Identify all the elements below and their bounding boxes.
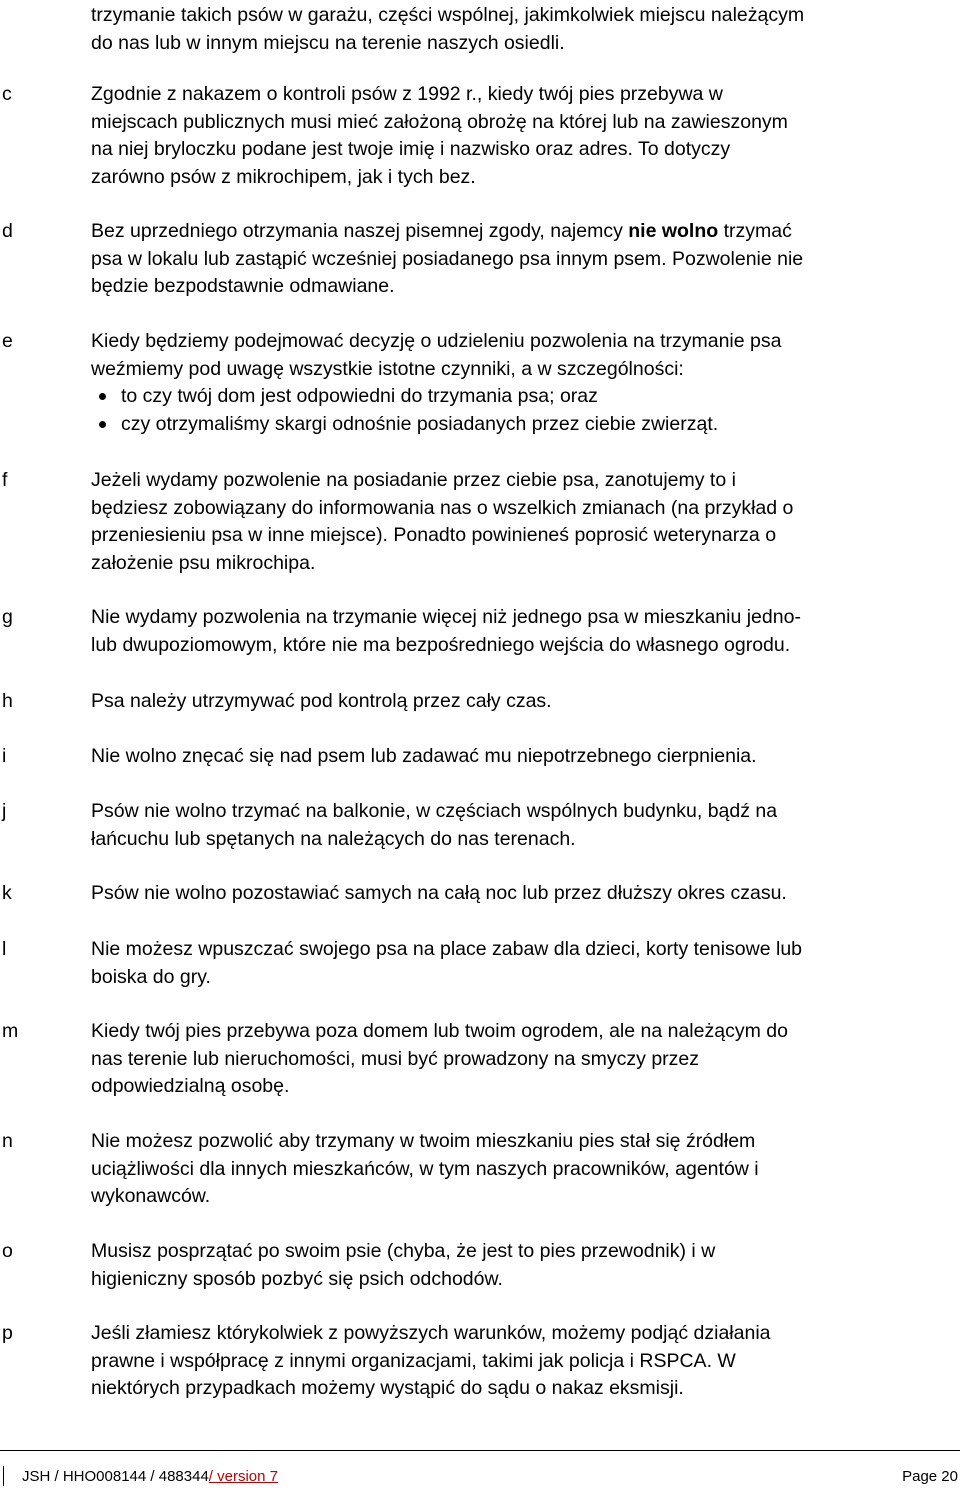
clause-text-container	[91, 467, 957, 577]
clause-text-container	[91, 936, 957, 991]
clause-letter: d	[2, 220, 13, 242]
clause-letter: e	[2, 330, 13, 352]
clause-letter: c	[2, 83, 12, 105]
bullet-icon	[99, 393, 106, 400]
clause-text-before: Bez uprzedniego otrzymania naszej pisemnej zgody, najemcy	[91, 220, 629, 242]
clause-text-emphasis: nie wolno	[628, 220, 719, 242]
clause-text: Nie możesz pozwolić aby trzymany w twoim mieszkaniu pies stał się źródłem uciążliwości dla innych mieszkańców, w tym naszych pracowników, agentów i wykonawców.	[91, 1130, 759, 1207]
clause-letter: g	[2, 606, 13, 628]
clause-text-container	[91, 1238, 957, 1293]
clause-text: Kiedy będziemy podejmować decyzję o udzieleniu pozwolenia na trzymanie psa weźmiemy pod uwagę wszystkie istotne czynniki, a w szczególności:	[91, 330, 782, 380]
bullet-icon	[99, 421, 106, 428]
clause-text-container	[91, 2, 957, 57]
clause-text-container	[91, 218, 957, 301]
clause-letter: f	[2, 469, 8, 491]
list-item	[91, 411, 957, 439]
clause-text: Zgodnie z nakazem o kontroli psów z 1992 r., kiedy twój pies przebywa w miejscach publicznych musi mieć założoną obrożę na której lub na zawieszonym na niej bryloczku podane jest twoje imię i nazwisko oraz adres. To dotyczy zarówno psów z mikrochipem, jak i tych bez.	[91, 83, 788, 188]
clause-continuation-text: trzymanie takich psów w garażu, części wspólnej, jakimkolwiek miejscu należącym do nas lub w innym miejscu na terenie naszych osiedli.	[91, 4, 805, 54]
clause-text: Kiedy twój pies przebywa poza domem lub twoim ogrodem, ale na należącym do nas terenie lub nieruchomości, musi być prowadzony na smyczy przez odpowiedzialną osobę.	[91, 1020, 788, 1097]
clause-letter: h	[2, 690, 13, 712]
clause-text: Jeżeli wydamy pozwolenie na posiadanie przez ciebie psa, zanotujemy to i będziesz zobowiązany do informowania nas o wszelkich zmianach (na przykład o przeniesieniu psa w inne miejsce). Ponadto powinieneś poprosić weterynarza o założenie psu mikrochipa.	[91, 469, 794, 574]
clause-letter: i	[2, 745, 7, 767]
clause-text-container	[91, 688, 957, 716]
clause-text-container	[91, 743, 957, 771]
clause-letter: l	[2, 938, 7, 960]
footer-reference	[22, 1468, 278, 1486]
clause-text-container	[91, 798, 957, 853]
clause-letter: p	[2, 1322, 13, 1344]
clause-text-container	[91, 81, 957, 191]
page-number: Page 20	[902, 1468, 958, 1485]
list-item-text: czy otrzymaliśmy skargi odnośnie posiadanych przez ciebie zwierząt.	[121, 412, 719, 435]
footer-divider	[0, 1450, 960, 1451]
clause-text: Musisz posprzątać po swoim psie (chyba, że jest to pies przewodnik) i w higieniczny sposób pozbyć się psich odchodów.	[91, 1240, 716, 1290]
clause-letter: k	[2, 882, 12, 904]
clause-text-after: trzymać psa w lokalu lub zastąpić wcześniej posiadanego psa innym psem. Pozwolenie nie będzie bezpodstawnie odmawiane.	[91, 220, 804, 297]
clause-text-container	[91, 1128, 957, 1211]
clause-text-container	[91, 604, 957, 659]
clause-text: Psa należy utrzymywać pod kontrolą przez cały czas.	[91, 690, 552, 712]
clause-text-container	[91, 328, 957, 438]
clause-text: Nie możesz wpuszczać swojego psa na place zabaw dla dzieci, korty tenisowe lub boiska do gry.	[91, 938, 803, 988]
list-item-text: to czy twój dom jest odpowiedni do trzymania psa; oraz	[121, 385, 598, 407]
clause-letter: m	[2, 1020, 19, 1042]
clause-letter: n	[2, 1130, 13, 1152]
footer-version-link[interactable]: / version 7	[208, 1468, 278, 1485]
clause-text: Nie wydamy pozwolenia na trzymanie więcej niż jednego psa w mieszkaniu jedno- lub dwupoziomowym, które nie ma bezpośredniego wejścia do własnego ogrodu.	[91, 606, 801, 656]
clause-text-container	[91, 1320, 957, 1403]
clause-text: Jeśli złamiesz którykolwiek z powyższych warunków, możemy podjąć działania prawne i współpracę z innymi organizacjami, takimi jak policja i RSPCA. W niektórych przypadkach możemy wystąpić do sądu o nakaz eksmisji.	[91, 1322, 771, 1399]
clause-letter: j	[2, 800, 7, 822]
footer-margin-mark	[3, 1466, 4, 1486]
clause-text: Nie wolno znęcać się nad psem lub zadawać mu niepotrzebnego cierpnienia.	[91, 745, 757, 767]
clause-text	[91, 218, 957, 301]
footer-ref-text: JSH / HHO008144 / 488344	[22, 1468, 209, 1485]
clause-letter: o	[2, 1240, 13, 1262]
clause-text-container	[91, 1018, 957, 1101]
criteria-list	[91, 383, 957, 438]
clause-text-container	[91, 880, 957, 908]
clause-text: Psów nie wolno trzymać na balkonie, w częściach wspólnych budynku, bądź na łańcuchu lub spętanych na należących do nas terenach.	[91, 800, 778, 850]
clause-text: Psów nie wolno pozostawiać samych na całą noc lub przez dłuższy okres czasu.	[91, 882, 787, 904]
list-item	[91, 383, 957, 411]
